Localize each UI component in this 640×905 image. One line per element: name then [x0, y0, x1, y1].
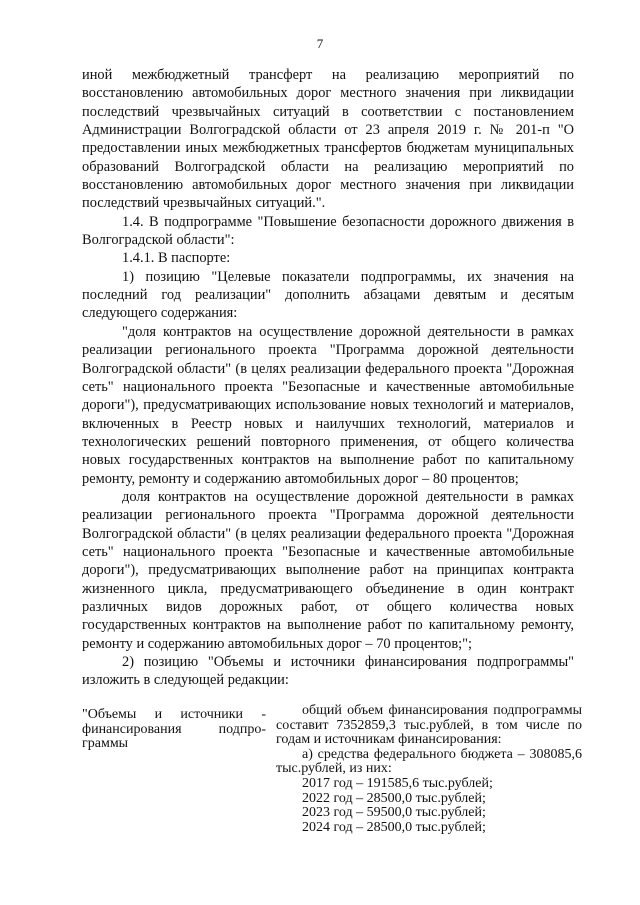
year-line: 2024 год – 28500,0 тыс.рублей;	[302, 819, 486, 835]
document-body	[82, 66, 574, 690]
year-line: 2017 год – 191585,6 тыс.рублей;	[302, 775, 493, 791]
financing-label: "Объемы и источники - финансирования подпро- граммы	[82, 707, 266, 752]
paragraph: 1.4. В подпрограмме "Повышение безопасности дорожного движения в Волгоградской области":	[82, 213, 574, 249]
financing-summary: общий объем финансирования подпрограммы составит 7352859,3 тыс.рублей, в том числе по годам и источникам финансирования:	[276, 703, 582, 748]
paragraph: иной межбюджетный трансферт на реализацию мероприятий по восстановлению автомобильных дорог местного значения при ликвидации последствий чрезвычайных ситуаций в соответствии с постановлением Администрации Волгоградской области от 23 апреля 2019 г. № 201-п "О предоставлении иных межбюджетных трансфертов бюджетам муниципальных образований Волгоградской области на реализацию мероприятий по восстановлению автомобильных дорог местного значения при ликвидации последствий чрезвычайных ситуаций.".	[82, 67, 574, 212]
paragraph: 1) позицию "Целевые показатели подпрограммы, их значения на последний год реализации" дополнить абзацами девятым и десятым следующего содержания:	[82, 268, 574, 322]
paragraph: 2) позицию "Объемы и источники финансирования подпрограммы" изложить в следующей редакции:	[82, 654, 574, 689]
paragraph: "доля контрактов на осуществление дорожной деятельности в рамках реализации регионального проекта "Программа дорожной деятельности Волгоградской области" (в целях реализации федерального проекта "Дорожная сеть" национального проекта "Безопасные и качественные автомобильные дороги"), предусматривающих использование новых технологий и материалов, включенных в Реестр новых и наилучших технологий, материалов и технологических решений повторного применения, от общего количества новых государственных контрактов на выполнение работ по капитальному ремонту, ремонту и содержанию автомобильных дорог – 80 процентов;	[82, 323, 574, 487]
financing-details	[276, 704, 582, 835]
page-number: 7	[316, 36, 324, 51]
federal-budget-line: а) средства федерального бюджета – 308085,6 тыс.рублей, из них:	[276, 746, 582, 777]
financing-table	[82, 704, 582, 835]
year-line: 2023 год – 59500,0 тыс.рублей;	[302, 805, 486, 821]
paragraph: доля контрактов на осуществление дорожной деятельности в рамках реализации регионального проекта "Программа дорожной деятельности Волгоградской области" (в целях реализации федерального проекта "Дорожная сеть" национального проекта "Безопасные и качественные автомобильные дороги"), предусматривающих выполнение работ на принципах контракта жизненного цикла, предусматривающего объединение в один контракт различных видов дорожных работ, от общего количества новых государственных контрактов на выполнение работ по капитальному ремонту, ремонту и содержанию автомобильных дорог – 70 процентов;";	[82, 488, 574, 652]
paragraph: 1.4.1. В паспорте:	[122, 250, 231, 267]
year-line: 2022 год – 28500,0 тыс.рублей;	[302, 790, 486, 806]
